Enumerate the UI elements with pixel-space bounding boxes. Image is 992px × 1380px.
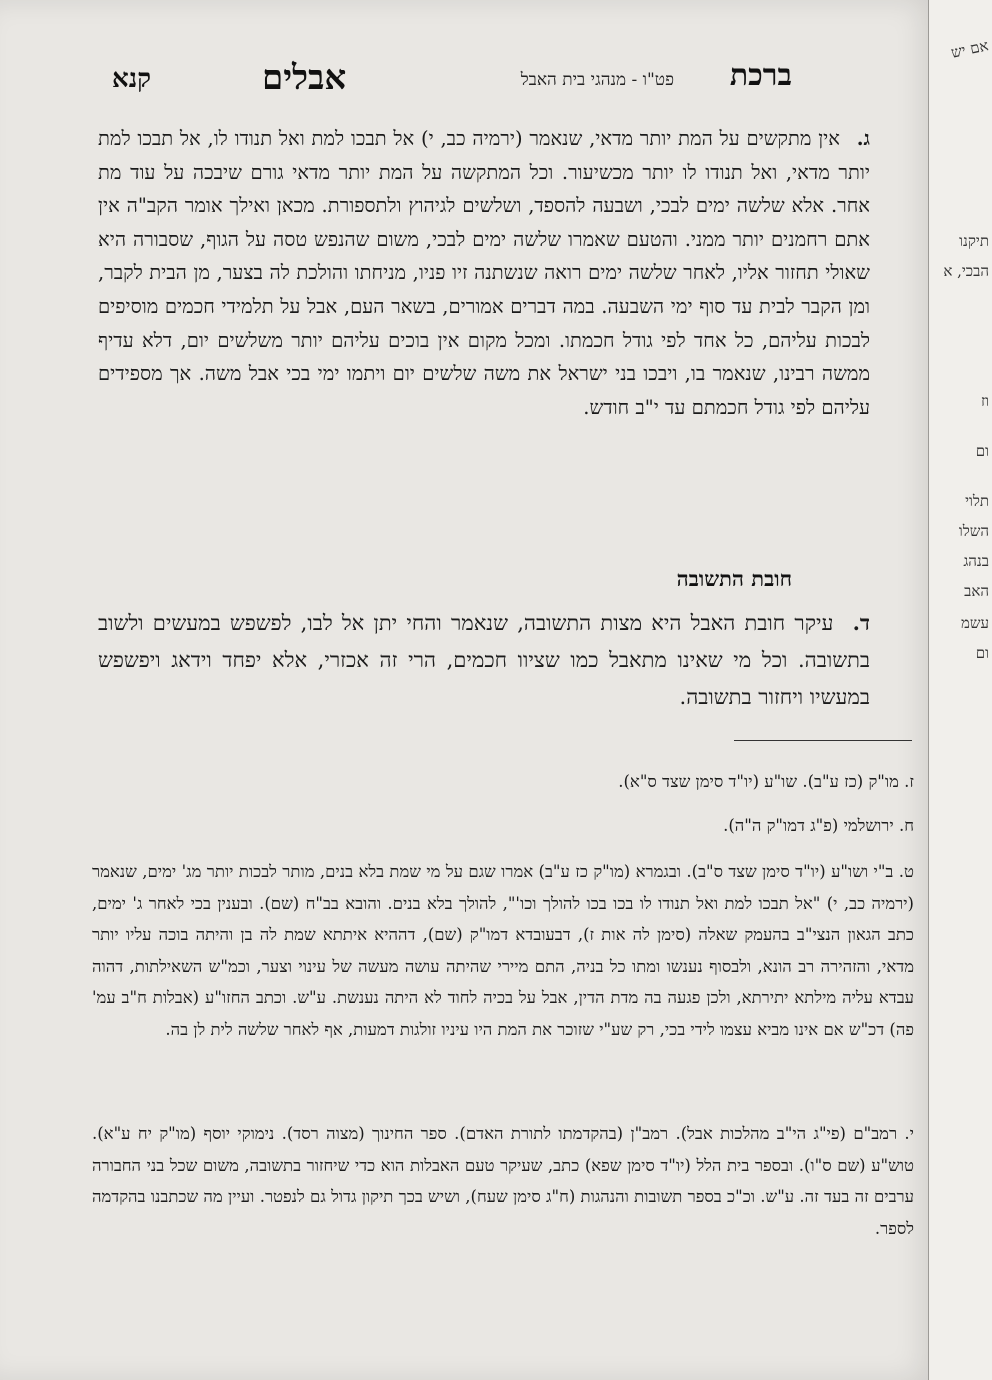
paragraph-text: אין מתקשים על המת יותר מדאי, שנאמר (ירמיה כב, י) אל תבכו למת ואל תנודו לו, אל תבכו למת יותר מדאי, ואל תנודו לו יותר מכשיעור. וכל המתקשה על המת יותר מדאי גורם שיבכה על עוד מת אחר. אלא שלשה ימים לבכי, ושבעה להספד, ושלשים לגיהוץ ולתספורת. מכאן ואילך אומר הקב"ה אין אתם רחמנים יותר ממני. והטעם שאמרו שלשה ימים לבכי, משום שהנפש טסה על הגוף, שסבורה היא שאולי תחזור אליו, לאחר שלשה ימים רואה שנשתנה זיו פניו, מניחתו והולכת לה בצער, מן הבית לקבר, ומן הקבר לבית עד סוף ימי השבעה. במה דברים אמורים, בשאר העם, אבל על תלמידי חכמים מוסיפים לבכות עליהם, כל אחד לפי גודל חכמתו. ומכל מקום אין בוכים עליהם יותר משלשים יום, דלא עדיף ממשה רבינו, שנאמר בו, ויבכו בני ישראל את משה שלשים יום ויתמו ימי בכי אבל משה. אך מספידים עליהם לפי גודל חכמתם עד י"ב חודש. <box>98 127 870 419</box>
footnote-zayin: ז. מו"ק (כז ע"ב). שו"ע (יו"ד סימן שצד ס"א). <box>618 772 914 791</box>
adjacent-text-fragment: עשמ <box>960 614 989 632</box>
running-header <box>112 58 792 98</box>
adjacent-text-fragment: הבכי, א <box>943 262 989 280</box>
paragraph-text: עיקר חובת האבל היא מצות התשובה, שנאמר והחי יתן אל לבו, לפשפש במעשים ולשוב בתשובה. וכל מי שאינו מתאבל כמו שציוו חכמים, הרי זה אכזרי, אלא יפחד וידאג ויפשפש במעשיו ויחזור בתשובה. <box>98 611 870 709</box>
adjacent-text-fragment: בנהג <box>963 552 989 570</box>
page-number: קנא <box>112 64 152 94</box>
adjacent-text-fragment: וז <box>980 392 989 410</box>
paragraph-marker: ד. <box>852 610 870 635</box>
adjacent-text-fragment: תיקנו <box>959 232 989 250</box>
section-heading: חובת התשובה <box>676 566 792 591</box>
book-series-title: ברכת <box>729 58 792 93</box>
paragraph-gimel <box>98 122 870 424</box>
adjacent-text-fragment: ום <box>975 644 989 662</box>
footnote-divider <box>734 740 912 741</box>
adjacent-text-fragment: השלו <box>958 522 989 540</box>
adjacent-page-edge <box>928 0 992 1380</box>
adjacent-text-fragment: האב <box>964 582 989 600</box>
footnote-tet: ט. ב"י ושו"ע (יו"ד סימן שצד ס"ב). ובגמרא (מו"ק כז ע"ב) אמרו שגם על מי שמת בלא בנים, מותר לבכות יותר מג' ימים, שנאמר (ירמיה כב, י) "אל תבכו למת ואל תנודו לו בכו בכו להולך וכו'", להולך בלא בנים. והובא בב"ח (שם). ובענין בכי לאחר ג' ימים, כתב הגאון הנצי"ב בהעמק שאלה (סימן לה אות ז), דבעובדא דמו"ק (שם), דההיא איתתא שמת לה בן והיתה בוכה עליו יותר מדאי, והזהירה רב הונא, ולבסוף נענשו ומתו כל בניה, התם מיירי שהיתה עושה מעשה של עינוי וצער, וכמ"ש השאילתות, דהוה עבדא עליה מילתא יתירתא, ולכן פגעה בה מדת הדין, אבל על בכיה לחוד לא היתה נענשת. ע"ש. וכתב החזו"ע (אבלות ח"ב עמ' פה) דכ"ש אם אינו מביא עצמו לידי בכי, רק שע"י שזוכר את המת היו עיניו זולגות דמעות, אף לאחר שלשה לית לן בה. <box>92 862 915 1039</box>
paragraph-dalet <box>98 604 870 716</box>
adjacent-text-fragment: ום <box>975 442 989 460</box>
adjacent-text-fragment: אם יש <box>949 36 991 62</box>
book-title: אבלים <box>262 58 347 98</box>
footnote-chet: ח. ירושלמי (פ"ג דמו"ק ה"ה). <box>723 816 914 835</box>
paragraph-marker: ג. <box>856 127 870 150</box>
chapter-title: פט"ו - מנהגי בית האבל <box>520 70 674 90</box>
footnote-yud: י. רמב"ם (פי"ג הי"ב מהלכות אבל). רמב"ן (בהקדמתו לתורת האדם). ספר החינוך (מצוה רסד). נימוקי יוסף (מו"ק יח ע"א). טוש"ע (שם ס"ו). ובספר בית הלל (יו"ד סימן שפא) כתב, שעיקר טעם האבלות הוא כדי שיחזור בתשובה, משום שכל בני החבורה ערבים זה בעד זה. ע"ש. וכ"כ בספר תשובות והנהגות (ח"ג סימן שעח), ושיש בכך תיקון גדול גם לנפטר. ועיין מה שכתבנו בהקדמה לספר. <box>92 1124 914 1238</box>
adjacent-text-fragment: תלוי <box>965 492 989 510</box>
